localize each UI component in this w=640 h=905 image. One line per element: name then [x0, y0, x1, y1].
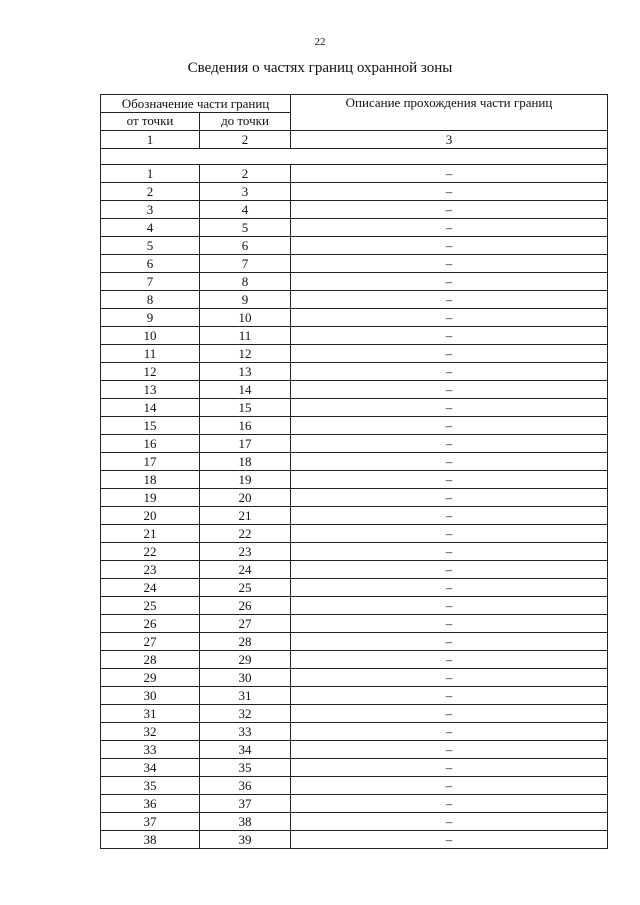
table-row	[101, 525, 608, 543]
table-row	[101, 777, 608, 795]
table-row	[101, 759, 608, 777]
from-point-cell: 30	[101, 687, 200, 705]
to-point-cell: 20	[200, 489, 291, 507]
to-point-cell: 11	[200, 327, 291, 345]
to-point-cell: 33	[200, 723, 291, 741]
table-row	[101, 669, 608, 687]
table-row	[101, 273, 608, 291]
from-point-cell: 19	[101, 489, 200, 507]
table-row	[101, 651, 608, 669]
description-cell: –	[291, 363, 608, 381]
to-point-cell: 3	[200, 183, 291, 201]
header-boundary-designation: Обозначение части границ	[101, 95, 291, 113]
description-cell: –	[291, 219, 608, 237]
table-row	[101, 615, 608, 633]
table-row	[101, 543, 608, 561]
from-point-cell: 9	[101, 309, 200, 327]
column-number: 3	[291, 131, 608, 149]
to-point-cell: 34	[200, 741, 291, 759]
table-row	[101, 381, 608, 399]
to-point-cell: 27	[200, 615, 291, 633]
table-row	[101, 795, 608, 813]
table-row	[101, 417, 608, 435]
description-cell: –	[291, 669, 608, 687]
description-cell: –	[291, 813, 608, 831]
table-row	[101, 597, 608, 615]
description-cell: –	[291, 237, 608, 255]
table-row	[101, 561, 608, 579]
header-from-point: от точки	[101, 113, 200, 131]
table-row	[101, 633, 608, 651]
to-point-cell: 9	[200, 291, 291, 309]
from-point-cell: 37	[101, 813, 200, 831]
from-point-cell: 13	[101, 381, 200, 399]
from-point-cell: 18	[101, 471, 200, 489]
table-row	[101, 489, 608, 507]
table-row	[101, 219, 608, 237]
from-point-cell: 27	[101, 633, 200, 651]
description-cell: –	[291, 327, 608, 345]
table-row	[101, 723, 608, 741]
from-point-cell: 31	[101, 705, 200, 723]
table-body	[101, 165, 608, 849]
from-point-cell: 24	[101, 579, 200, 597]
to-point-cell: 23	[200, 543, 291, 561]
description-cell: –	[291, 165, 608, 183]
table-row	[101, 327, 608, 345]
table-row	[101, 705, 608, 723]
from-point-cell: 17	[101, 453, 200, 471]
description-cell: –	[291, 579, 608, 597]
from-point-cell: 5	[101, 237, 200, 255]
to-point-cell: 16	[200, 417, 291, 435]
from-point-cell: 7	[101, 273, 200, 291]
to-point-cell: 7	[200, 255, 291, 273]
description-cell: –	[291, 831, 608, 849]
table-row	[101, 579, 608, 597]
to-point-cell: 8	[200, 273, 291, 291]
table-row	[101, 237, 608, 255]
from-point-cell: 10	[101, 327, 200, 345]
to-point-cell: 22	[200, 525, 291, 543]
page-title: Сведения о частях границ охранной зоны	[187, 60, 453, 76]
to-point-cell: 10	[200, 309, 291, 327]
description-cell: –	[291, 777, 608, 795]
empty-section-row	[101, 149, 608, 165]
description-cell: –	[291, 183, 608, 201]
from-point-cell: 16	[101, 435, 200, 453]
to-point-cell: 12	[200, 345, 291, 363]
from-point-cell: 11	[101, 345, 200, 363]
table-row	[101, 165, 608, 183]
description-cell: –	[291, 615, 608, 633]
description-cell: –	[291, 309, 608, 327]
from-point-cell: 38	[101, 831, 200, 849]
description-cell: –	[291, 795, 608, 813]
to-point-cell: 4	[200, 201, 291, 219]
to-point-cell: 24	[200, 561, 291, 579]
to-point-cell: 32	[200, 705, 291, 723]
table-row	[101, 453, 608, 471]
table-row	[101, 831, 608, 849]
to-point-cell: 37	[200, 795, 291, 813]
description-cell: –	[291, 489, 608, 507]
table-row	[101, 471, 608, 489]
description-cell: –	[291, 525, 608, 543]
to-point-cell: 18	[200, 453, 291, 471]
to-point-cell: 6	[200, 237, 291, 255]
description-cell: –	[291, 381, 608, 399]
description-cell: –	[291, 507, 608, 525]
to-point-cell: 14	[200, 381, 291, 399]
to-point-cell: 36	[200, 777, 291, 795]
table-row	[101, 255, 608, 273]
description-cell: –	[291, 273, 608, 291]
to-point-cell: 26	[200, 597, 291, 615]
from-point-cell: 32	[101, 723, 200, 741]
description-cell: –	[291, 255, 608, 273]
table-row	[101, 813, 608, 831]
table-row	[101, 345, 608, 363]
from-point-cell: 14	[101, 399, 200, 417]
from-point-cell: 28	[101, 651, 200, 669]
from-point-cell: 35	[101, 777, 200, 795]
description-cell: –	[291, 471, 608, 489]
to-point-cell: 15	[200, 399, 291, 417]
to-point-cell: 5	[200, 219, 291, 237]
from-point-cell: 26	[101, 615, 200, 633]
to-point-cell: 13	[200, 363, 291, 381]
to-point-cell: 28	[200, 633, 291, 651]
empty-cell	[101, 149, 608, 165]
boundary-parts-table	[100, 94, 608, 849]
from-point-cell: 20	[101, 507, 200, 525]
description-cell: –	[291, 687, 608, 705]
header-description: Описание прохождения части границ	[291, 95, 608, 131]
to-point-cell: 17	[200, 435, 291, 453]
table-row	[101, 183, 608, 201]
from-point-cell: 3	[101, 201, 200, 219]
from-point-cell: 12	[101, 363, 200, 381]
from-point-cell: 4	[101, 219, 200, 237]
to-point-cell: 39	[200, 831, 291, 849]
to-point-cell: 25	[200, 579, 291, 597]
to-point-cell: 30	[200, 669, 291, 687]
description-cell: –	[291, 705, 608, 723]
from-point-cell: 6	[101, 255, 200, 273]
from-point-cell: 34	[101, 759, 200, 777]
from-point-cell: 15	[101, 417, 200, 435]
from-point-cell: 29	[101, 669, 200, 687]
table-row	[101, 507, 608, 525]
table-row	[101, 201, 608, 219]
description-cell: –	[291, 399, 608, 417]
table-row	[101, 291, 608, 309]
description-cell: –	[291, 417, 608, 435]
description-cell: –	[291, 453, 608, 471]
description-cell: –	[291, 651, 608, 669]
to-point-cell: 21	[200, 507, 291, 525]
table-row	[101, 363, 608, 381]
to-point-cell: 35	[200, 759, 291, 777]
page-number: 22	[314, 36, 326, 48]
description-cell: –	[291, 561, 608, 579]
from-point-cell: 21	[101, 525, 200, 543]
table-row	[101, 435, 608, 453]
to-point-cell: 29	[200, 651, 291, 669]
table-row	[101, 687, 608, 705]
description-cell: –	[291, 345, 608, 363]
table-row	[101, 741, 608, 759]
description-cell: –	[291, 633, 608, 651]
table-row	[101, 399, 608, 417]
to-point-cell: 19	[200, 471, 291, 489]
description-cell: –	[291, 543, 608, 561]
to-point-cell: 31	[200, 687, 291, 705]
description-cell: –	[291, 201, 608, 219]
column-number: 1	[101, 131, 200, 149]
from-point-cell: 2	[101, 183, 200, 201]
table-row	[101, 309, 608, 327]
from-point-cell: 23	[101, 561, 200, 579]
to-point-cell: 38	[200, 813, 291, 831]
description-cell: –	[291, 291, 608, 309]
from-point-cell: 8	[101, 291, 200, 309]
column-number: 2	[200, 131, 291, 149]
description-cell: –	[291, 597, 608, 615]
to-point-cell: 2	[200, 165, 291, 183]
from-point-cell: 1	[101, 165, 200, 183]
description-cell: –	[291, 723, 608, 741]
from-point-cell: 22	[101, 543, 200, 561]
from-point-cell: 25	[101, 597, 200, 615]
description-cell: –	[291, 741, 608, 759]
description-cell: –	[291, 759, 608, 777]
description-cell: –	[291, 435, 608, 453]
from-point-cell: 36	[101, 795, 200, 813]
header-to-point: до точки	[200, 113, 291, 131]
from-point-cell: 33	[101, 741, 200, 759]
